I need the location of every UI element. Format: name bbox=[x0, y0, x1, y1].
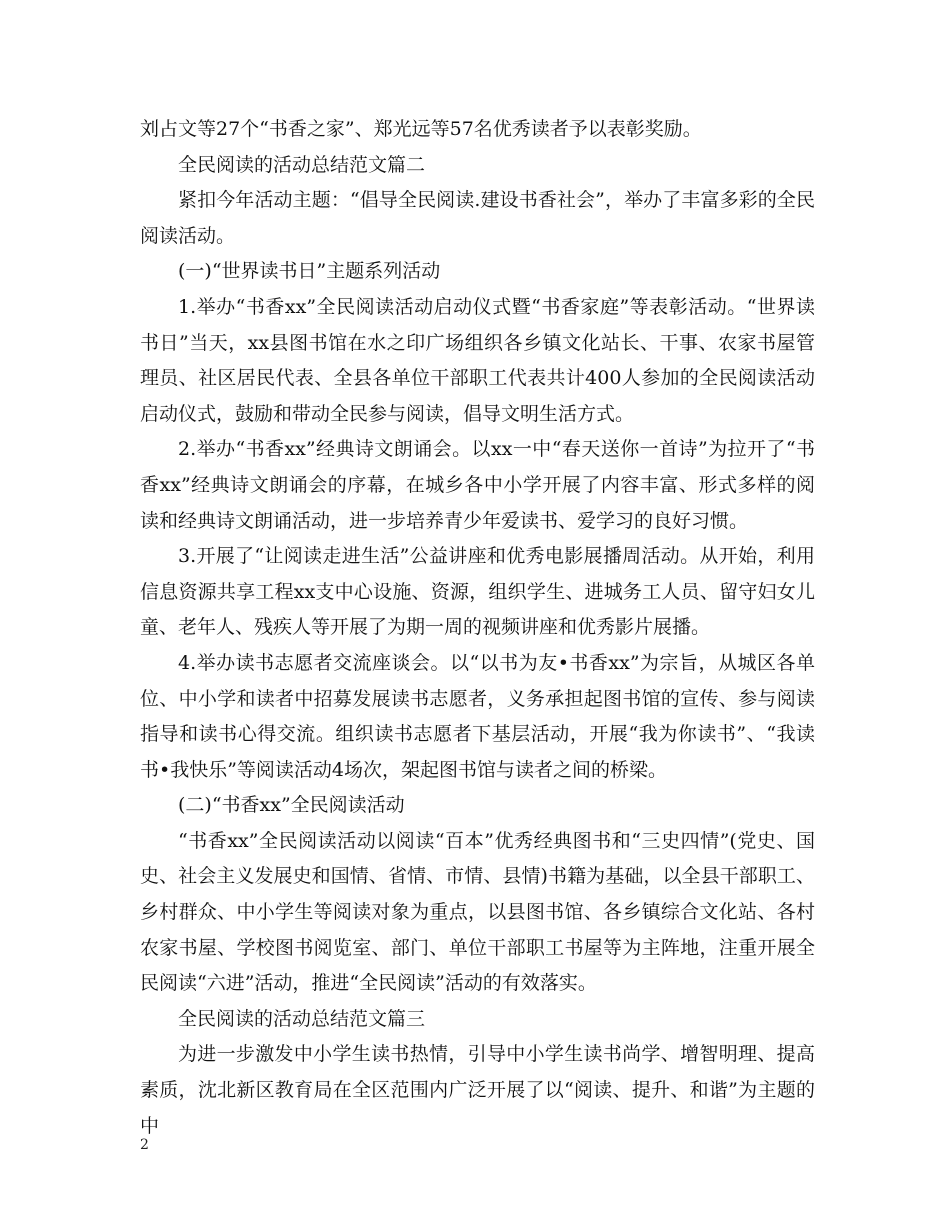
subsection-heading: (一)“世界读书日”主题系列活动 bbox=[178, 260, 441, 283]
page-number: 2 bbox=[140, 1137, 149, 1153]
paragraph: 刘占文等27个“书香之家”、郑光远等57名优秀读者予以表彰奖励。 bbox=[140, 118, 702, 140]
document-body bbox=[140, 112, 815, 1144]
paragraph: 1.举办“书香xx”全民阅读活动启动仪式暨“书香家庭”等表彰活动。“世界读书日”当天，xx县图书馆在水之印广场组织各乡镇文化站长、干事、农家书屋管理员、社区居民代表、全县各单位干部职工代表共计400人参加的全民阅读活动启动仪式，鼓励和带动全民参与阅读，倡导文明生活方式。 bbox=[140, 295, 815, 425]
subsection-heading: (二)“书香xx”全民阅读活动 bbox=[178, 794, 405, 817]
paragraph: 2.举办“书香xx”经典诗文朗诵会。以xx一中“春天送你一首诗”为拉开了“书香xx”经典诗文朗诵会的序幕，在城乡各中小学开展了内容丰富、形式多样的阅读和经典诗文朗诵活动，进一步培养青少年爱读书、爱学习的良好习惯。 bbox=[140, 438, 815, 532]
paragraph: 为进一步激发中小学生读书热情，引导中小学生读书尚学、增智明理、提高素质，沈北新区教育局在全区范围内广泛开展了以“阅读、提升、和谐”为主题的中 bbox=[140, 1043, 815, 1137]
section-heading: 全民阅读的活动总结范文篇三 bbox=[178, 1007, 426, 1030]
paragraph: 3.开展了“让阅读走进生活”公益讲座和优秀电影展播周活动。从开始，利用信息资源共享工程xx支中心设施、资源，组织学生、进城务工人员、留守妇女儿童、老年人、残疾人等开展了为期一周的视频讲座和优秀影片展播。 bbox=[140, 545, 815, 639]
paragraph: 紧扣今年活动主题：“倡导全民阅读.建设书香社会”，举办了丰富多彩的全民阅读活动。 bbox=[140, 189, 815, 247]
paragraph: 4.举办读书志愿者交流座谈会。以“以书为友•书香xx”为宗旨，从城区各单位、中小学和读者中招募发展读书志愿者，义务承担起图书馆的宣传、参与阅读指导和读书心得交流。组织读书志愿者下基层活动，开展“我为你读书”、“我读书•我快乐”等阅读活动4场次，架起图书馆与读者之间的桥梁。 bbox=[140, 651, 815, 781]
section-heading: 全民阅读的活动总结范文篇二 bbox=[178, 153, 426, 176]
paragraph: “书香xx”全民阅读活动以阅读“百本”优秀经典图书和“三史四情”(党史、国史、社会主义发展史和国情、省情、市情、县情)书籍为基础，以全县干部职工、乡村群众、中小学生等阅读对象为重点，以县图书馆、各乡镇综合文化站、各村农家书屋、学校图书阅览室、部门、单位干部职工书屋等为主阵地，注重开展全民阅读“六进”活动，推进“全民阅读”活动的有效落实。 bbox=[140, 829, 815, 995]
